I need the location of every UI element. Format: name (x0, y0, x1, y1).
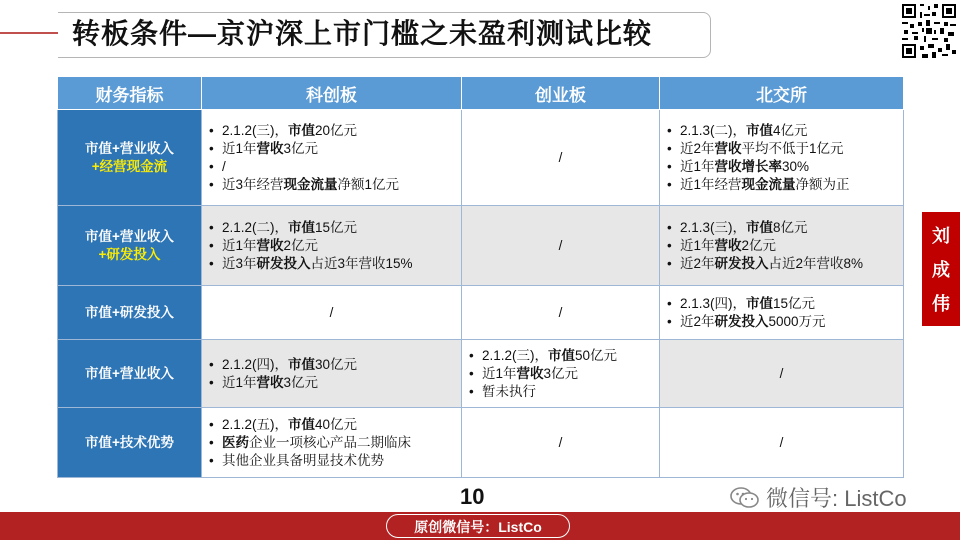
list-item: • 2.1.2(二)，市值15亿元 (208, 219, 455, 237)
list-item: • 近1年营收增长率30% (666, 158, 897, 176)
bjs-cell: / (660, 340, 904, 408)
footer-badge: 原创微信号：ListCo (386, 514, 570, 538)
header-cyb: 创业板 (462, 77, 660, 110)
list-item: • 近1年营收2亿元 (666, 237, 897, 255)
list-item: • 近2年研发投入占近2年营收8% (666, 255, 897, 273)
cyb-cell: / (462, 110, 660, 206)
row-label (58, 286, 202, 340)
row-label (58, 206, 202, 286)
list-item: • 近1年经营现金流量净额为正 (666, 176, 897, 194)
list-item: • 2.1.2(三)，市值50亿元 (468, 347, 653, 365)
cyb-cell: / (462, 206, 660, 286)
kcb-cell: / (202, 286, 462, 340)
list-item: • 近1年营收3亿元 (208, 140, 455, 158)
wechat-icon (730, 485, 760, 511)
list-item: • 近2年研发投入5000万元 (666, 313, 897, 331)
page-number: 10 (460, 484, 485, 509)
label-line: 市值+技术优势 (85, 434, 174, 450)
list-item: • 近1年营收2亿元 (208, 237, 455, 255)
comparison-table (57, 76, 904, 478)
row-label (58, 340, 202, 408)
list-item: • 近3年经营现金流量净额1亿元 (208, 176, 455, 194)
table-row (58, 340, 904, 408)
list-item: • 其他企业具备明显技术优势 (208, 452, 455, 470)
page-title: 转板条件—京沪深上市门槛之未盈利测试比较 (72, 18, 653, 49)
cyb-cell: / (462, 408, 660, 478)
title-accent-line (0, 32, 60, 34)
label-line: 市值+营业收入 (85, 228, 174, 244)
author-char: 成 (932, 260, 950, 280)
qr-code-icon (900, 2, 958, 60)
list-item: • 2.1.3(三)，市值8亿元 (666, 219, 897, 237)
list-item: • 2.1.3(二)，市值4亿元 (666, 122, 897, 140)
row-label (58, 408, 202, 478)
table-row (58, 286, 904, 340)
author-char: 伟 (932, 294, 950, 314)
label-line: 市值+研发投入 (85, 304, 174, 320)
list-item: • 2.1.3(四)，市值15亿元 (666, 295, 897, 313)
header-indicator: 财务指标 (58, 77, 202, 110)
row-label (58, 110, 202, 206)
list-item: • / (208, 158, 455, 176)
list-item: • 近1年营收3亿元 (468, 365, 653, 383)
kcb-cell (202, 206, 462, 286)
list-item: • 2.1.2(三)，市值20亿元 (208, 122, 455, 140)
label-line-highlight: +经营现金流 (91, 158, 168, 174)
kcb-cell (202, 408, 462, 478)
list-item: • 近1年营收3亿元 (208, 374, 455, 392)
bjs-cell (660, 286, 904, 340)
list-item: • 近3年研发投入占近3年营收15% (208, 255, 455, 273)
label-line: 市值+营业收入 (85, 140, 174, 156)
bjs-cell (660, 110, 904, 206)
watermark-text: 微信号: ListCo (766, 486, 907, 511)
list-item: • 暂未执行 (468, 383, 653, 401)
list-item: • 医药企业一项核心产品二期临床 (208, 434, 455, 452)
header-bjs: 北交所 (660, 77, 904, 110)
table-row (58, 206, 904, 286)
cyb-cell: / (462, 286, 660, 340)
kcb-cell (202, 340, 462, 408)
header-kcb: 科创板 (202, 77, 462, 110)
table-row (58, 110, 904, 206)
kcb-cell (202, 110, 462, 206)
author-tag (922, 212, 960, 326)
table-row (58, 408, 904, 478)
label-line-highlight: +研发投入 (98, 246, 161, 262)
list-item: • 近2年营收平均不低于1亿元 (666, 140, 897, 158)
bjs-cell: / (660, 408, 904, 478)
author-char: 刘 (932, 226, 950, 246)
wechat-watermark (730, 482, 907, 513)
cyb-cell (462, 340, 660, 408)
label-line: 市值+营业收入 (85, 365, 174, 381)
bjs-cell (660, 206, 904, 286)
list-item: • 2.1.2(五)，市值40亿元 (208, 416, 455, 434)
list-item: • 2.1.2(四)，市值30亿元 (208, 356, 455, 374)
